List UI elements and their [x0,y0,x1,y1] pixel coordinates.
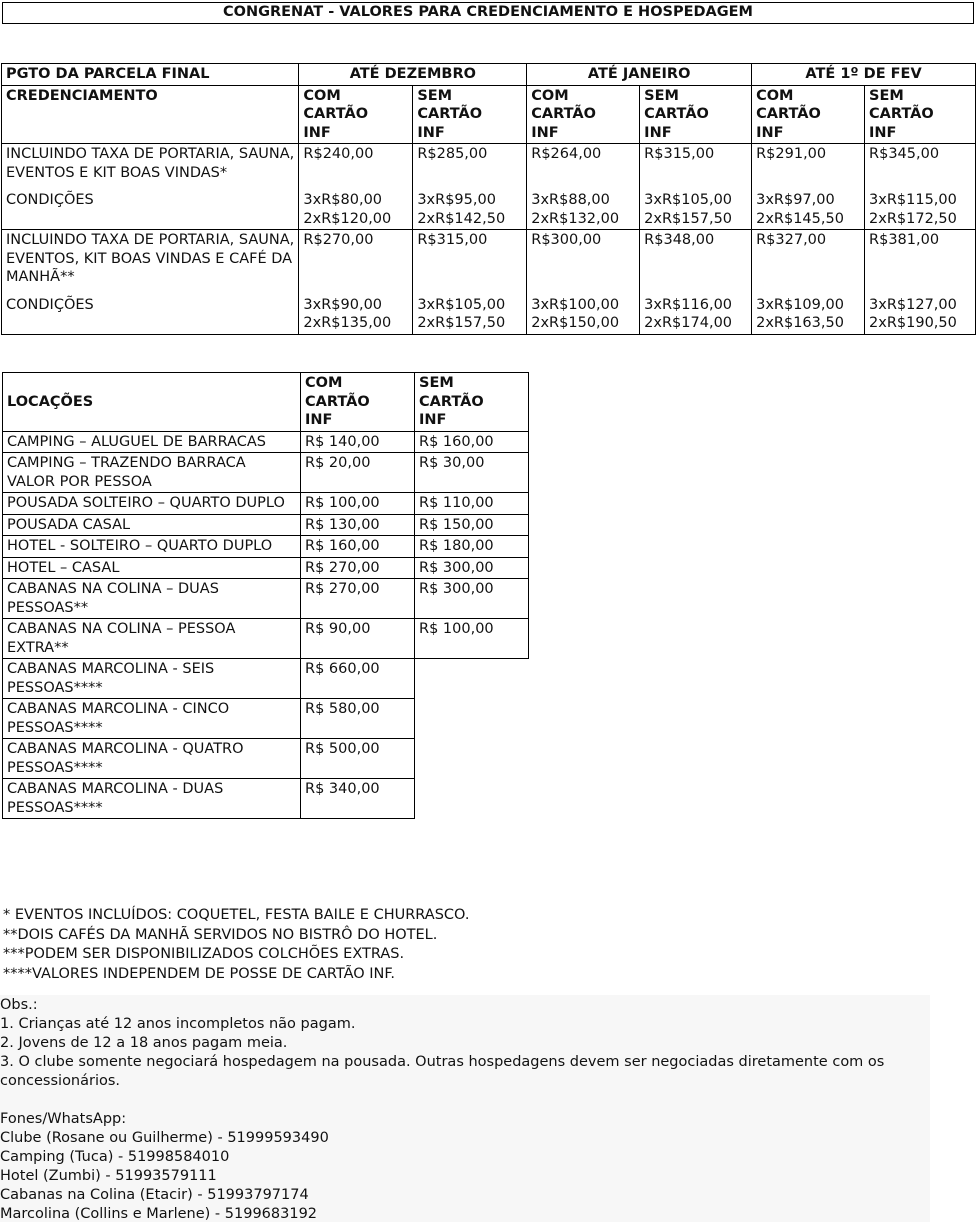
row-label: CABANAS MARCOLINA - SEIS PESSOAS**** [3,659,301,699]
price-cell: R$348,00 [640,230,752,287]
price-cell: R$291,00 [752,144,865,183]
conditions-cell: 3xR$105,00 2xR$157,50 [640,182,752,230]
subheader-sem: SEM CARTÃO INF [865,85,976,144]
conditions-label: CONDIÇÕES [2,182,299,230]
conditions-cell: 3xR$95,00 2xR$142,50 [413,182,527,230]
header-period: ATÉ DEZEMBRO [299,64,527,86]
price-cell: R$270,00 [299,230,413,287]
conditions-cell: 3xR$127,00 2xR$190,50 [865,287,976,335]
subheader-com: COM CARTÃO INF [527,85,640,144]
document-title: CONGRENAT - VALORES PARA CREDENCIAMENTO E HOSPEDAGEM [2,2,974,24]
conditions-cell: 3xR$116,00 2xR$174,00 [640,287,752,335]
row-label: CABANAS MARCOLINA - CINCO PESSOAS**** [3,699,301,739]
table-row [3,493,529,515]
obs-item: 3. O clube somente negociará hospedagem na pousada. Outras hospedagens devem ser negociadas diretamente com os concessionários. [0,1054,885,1089]
empty-cell [415,659,529,699]
conditions-cell: 3xR$115,00 2xR$172,50 [865,182,976,230]
obs-item: 2. Jovens de 12 a 18 anos pagam meia. [0,1035,288,1051]
price-cell: R$285,00 [413,144,527,183]
price-sem-cell: R$ 150,00 [415,514,529,536]
contact-item: Marcolina (Collins e Marlene) - 5199683192 [0,1206,318,1222]
price-com-cell: R$ 270,00 [301,579,415,619]
obs-item: 1. Crianças até 12 anos incompletos não pagam. [0,1016,356,1032]
table-row [3,619,529,659]
empty-cell [415,739,529,779]
conditions-cell: 3xR$109,00 2xR$163,50 [752,287,865,335]
credenciamento-table [1,63,976,335]
table-row [3,579,529,619]
price-cell: R$264,00 [527,144,640,183]
table-row [2,287,976,335]
row-label: CABANAS NA COLINA – DUAS PESSOAS** [3,579,301,619]
price-cell: R$345,00 [865,144,976,183]
table-row [3,536,529,558]
header-period: ATÉ 1º DE FEV [752,64,976,86]
price-com-cell: R$ 500,00 [301,739,415,779]
observations [0,996,960,1224]
price-sem-cell: R$ 300,00 [415,579,529,619]
conditions-cell: 3xR$100,00 2xR$150,00 [527,287,640,335]
row-label: CAMPING – TRAZENDO BARRACA VALOR POR PESSOA [3,453,301,493]
footnote: **DOIS CAFÉS DA MANHÃ SERVIDOS NO BISTRÔ DO HOTEL. [3,926,438,943]
price-com-cell: R$ 580,00 [301,699,415,739]
row-label: POUSADA CASAL [3,514,301,536]
table-header-row [2,64,976,86]
row-label: HOTEL - SOLTEIRO – QUARTO DUPLO [3,536,301,558]
conditions-label: CONDIÇÕES [2,287,299,335]
header-sem: SEM CARTÃO INF [415,373,529,432]
price-sem-cell: R$ 300,00 [415,557,529,579]
contact-item: Clube (Rosane ou Guilherme) - 51999593490 [0,1130,329,1146]
table-row [3,453,529,493]
contact-item: Cabanas na Colina (Etacir) - 51993797174 [0,1187,309,1203]
price-cell: R$300,00 [527,230,640,287]
table-row [3,659,529,699]
price-sem-cell: R$ 160,00 [415,431,529,453]
table-row [3,699,529,739]
conditions-cell: 3xR$97,00 2xR$145,50 [752,182,865,230]
footnote: ***PODEM SER DISPONIBILIZADOS COLCHÕES EXTRAS. [3,946,405,962]
header-period: ATÉ JANEIRO [527,64,752,86]
price-com-cell: R$ 270,00 [301,557,415,579]
table-row [3,739,529,779]
row-label: CABANAS MARCOLINA - QUATRO PESSOAS**** [3,739,301,779]
header-locacoes: LOCAÇÕES [3,373,301,432]
row-label: POUSADA SOLTEIRO – QUARTO DUPLO [3,493,301,515]
price-com-cell: R$ 340,00 [301,779,415,819]
empty-cell [415,699,529,739]
subheader-com: COM CARTÃO INF [752,85,865,144]
conditions-cell: 3xR$88,00 2xR$132,00 [527,182,640,230]
row-label: CAMPING – ALUGUEL DE BARRACAS [3,431,301,453]
table-row [2,144,976,183]
contact-item: Camping (Tuca) - 51998584010 [0,1149,230,1165]
row-label: CABANAS MARCOLINA - DUAS PESSOAS**** [3,779,301,819]
row-label: INCLUINDO TAXA DE PORTARIA, SAUNA, EVENTOS, KIT BOAS VINDAS E CAFÉ DA MANHÃ** [2,230,299,287]
price-cell: R$240,00 [299,144,413,183]
row-label: HOTEL – CASAL [3,557,301,579]
table-row [3,779,529,819]
empty-cell [415,779,529,819]
price-com-cell: R$ 100,00 [301,493,415,515]
contact-item: Hotel (Zumbi) - 51993579111 [0,1168,217,1184]
row-label: CABANAS NA COLINA – PESSOA EXTRA** [3,619,301,659]
conditions-cell: 3xR$105,00 2xR$157,50 [413,287,527,335]
header-com: COM CARTÃO INF [301,373,415,432]
price-com-cell: R$ 160,00 [301,536,415,558]
price-com-cell: R$ 140,00 [301,431,415,453]
table-subheader-row [2,85,976,144]
table-row [2,230,976,287]
price-sem-cell: R$ 110,00 [415,493,529,515]
price-cell: R$381,00 [865,230,976,287]
row-label: INCLUINDO TAXA DE PORTARIA, SAUNA, EVENTOS E KIT BOAS VINDAS* [2,144,299,183]
table-row [2,182,976,230]
price-com-cell: R$ 130,00 [301,514,415,536]
footnote: ****VALORES INDEPENDEM DE POSSE DE CARTÃO INF. [3,965,396,982]
price-cell: R$315,00 [413,230,527,287]
locacoes-table [2,372,529,819]
conditions-cell: 3xR$90,00 2xR$135,00 [299,287,413,335]
contacts-heading: Fones/WhatsApp: [0,1111,127,1127]
price-com-cell: R$ 660,00 [301,659,415,699]
table-row [3,431,529,453]
price-cell: R$327,00 [752,230,865,287]
price-com-cell: R$ 20,00 [301,453,415,493]
table-row [3,514,529,536]
price-sem-cell: R$ 100,00 [415,619,529,659]
subheader-sem: SEM CARTÃO INF [640,85,752,144]
subheader-com: COM CARTÃO INF [299,85,413,144]
conditions-cell: 3xR$80,00 2xR$120,00 [299,182,413,230]
footnotes [3,906,469,984]
price-sem-cell: R$ 30,00 [415,453,529,493]
subheader-sem: SEM CARTÃO INF [413,85,527,144]
price-com-cell: R$ 90,00 [301,619,415,659]
price-cell: R$315,00 [640,144,752,183]
table-row [3,557,529,579]
header-pgto: PGTO DA PARCELA FINAL [2,64,299,86]
obs-heading: Obs.: [0,997,38,1013]
table-header-row [3,373,529,432]
header-credenciamento: CREDENCIAMENTO [2,85,299,144]
price-sem-cell: R$ 180,00 [415,536,529,558]
footnote: * EVENTOS INCLUÍDOS: COQUETEL, FESTA BAILE E CHURRASCO. [3,907,470,923]
